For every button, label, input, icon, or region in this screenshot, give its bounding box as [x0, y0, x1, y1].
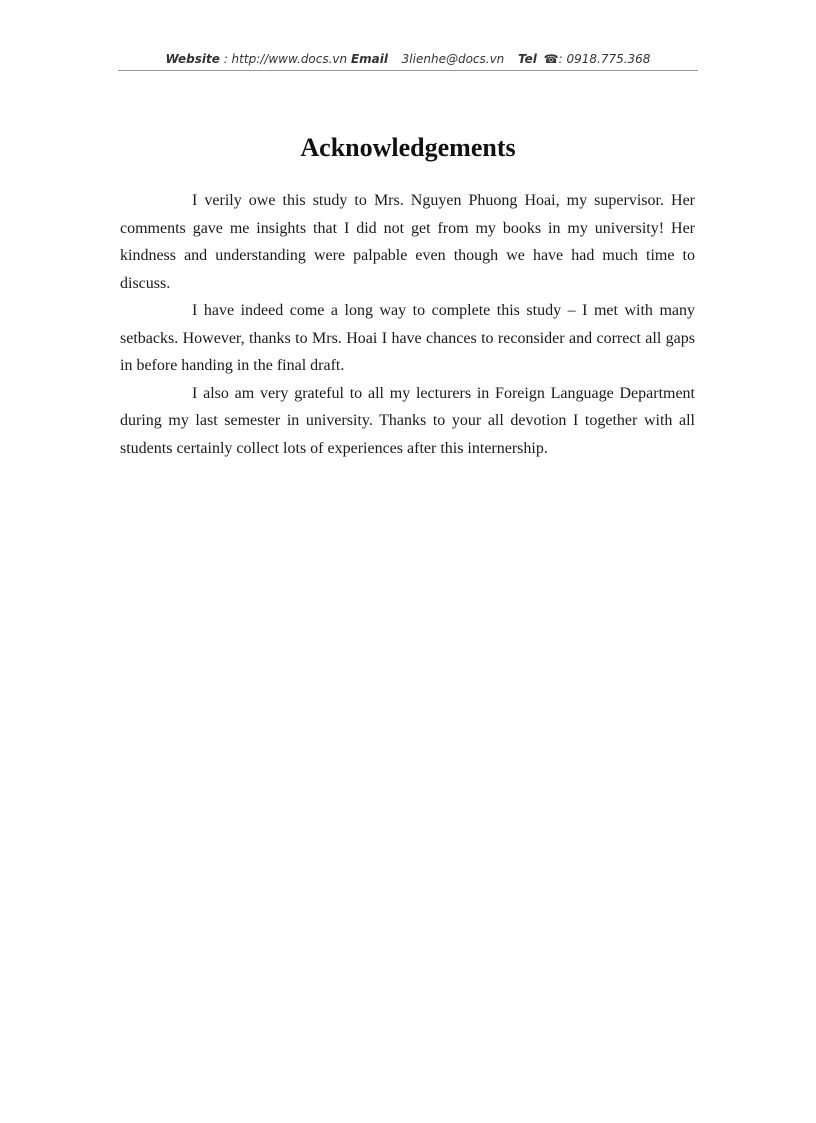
page-title: Acknowledgements	[300, 133, 516, 162]
paragraph-2: I have indeed come a long way to complete this study – I met with many setbacks. However, thanks to Mrs. Hoai I have chances to reconsider and correct all gaps in before handing in the final draft.	[120, 302, 695, 374]
page-header	[118, 50, 698, 68]
website-url[interactable]: : http://www.docs.vn	[223, 52, 348, 66]
email-address[interactable]: 3lienhe@docs.vn	[401, 52, 505, 66]
tel-label: Tel	[517, 52, 537, 66]
paragraph-1: I verily owe this study to Mrs. Nguyen Phuong Hoai, my supervisor. Her comments gave me insights that I did not get from my books in my university! Her kindness and understanding were palpable even though we have had much time to discuss.	[120, 192, 695, 292]
telephone-icon: ☎	[543, 52, 559, 66]
website-label: Website	[165, 52, 220, 66]
paragraph-3: I also am very grateful to all my lecturers in Foreign Language Department during my last semester in university. Thanks to your all devotion I together with all students certainly collect lots of experiences after this internership.	[120, 384, 695, 457]
acknowledgements-body	[120, 187, 695, 462]
email-label: Email	[350, 52, 389, 66]
header-divider	[118, 70, 698, 71]
tel-number: : 0918.775.368	[558, 52, 651, 66]
